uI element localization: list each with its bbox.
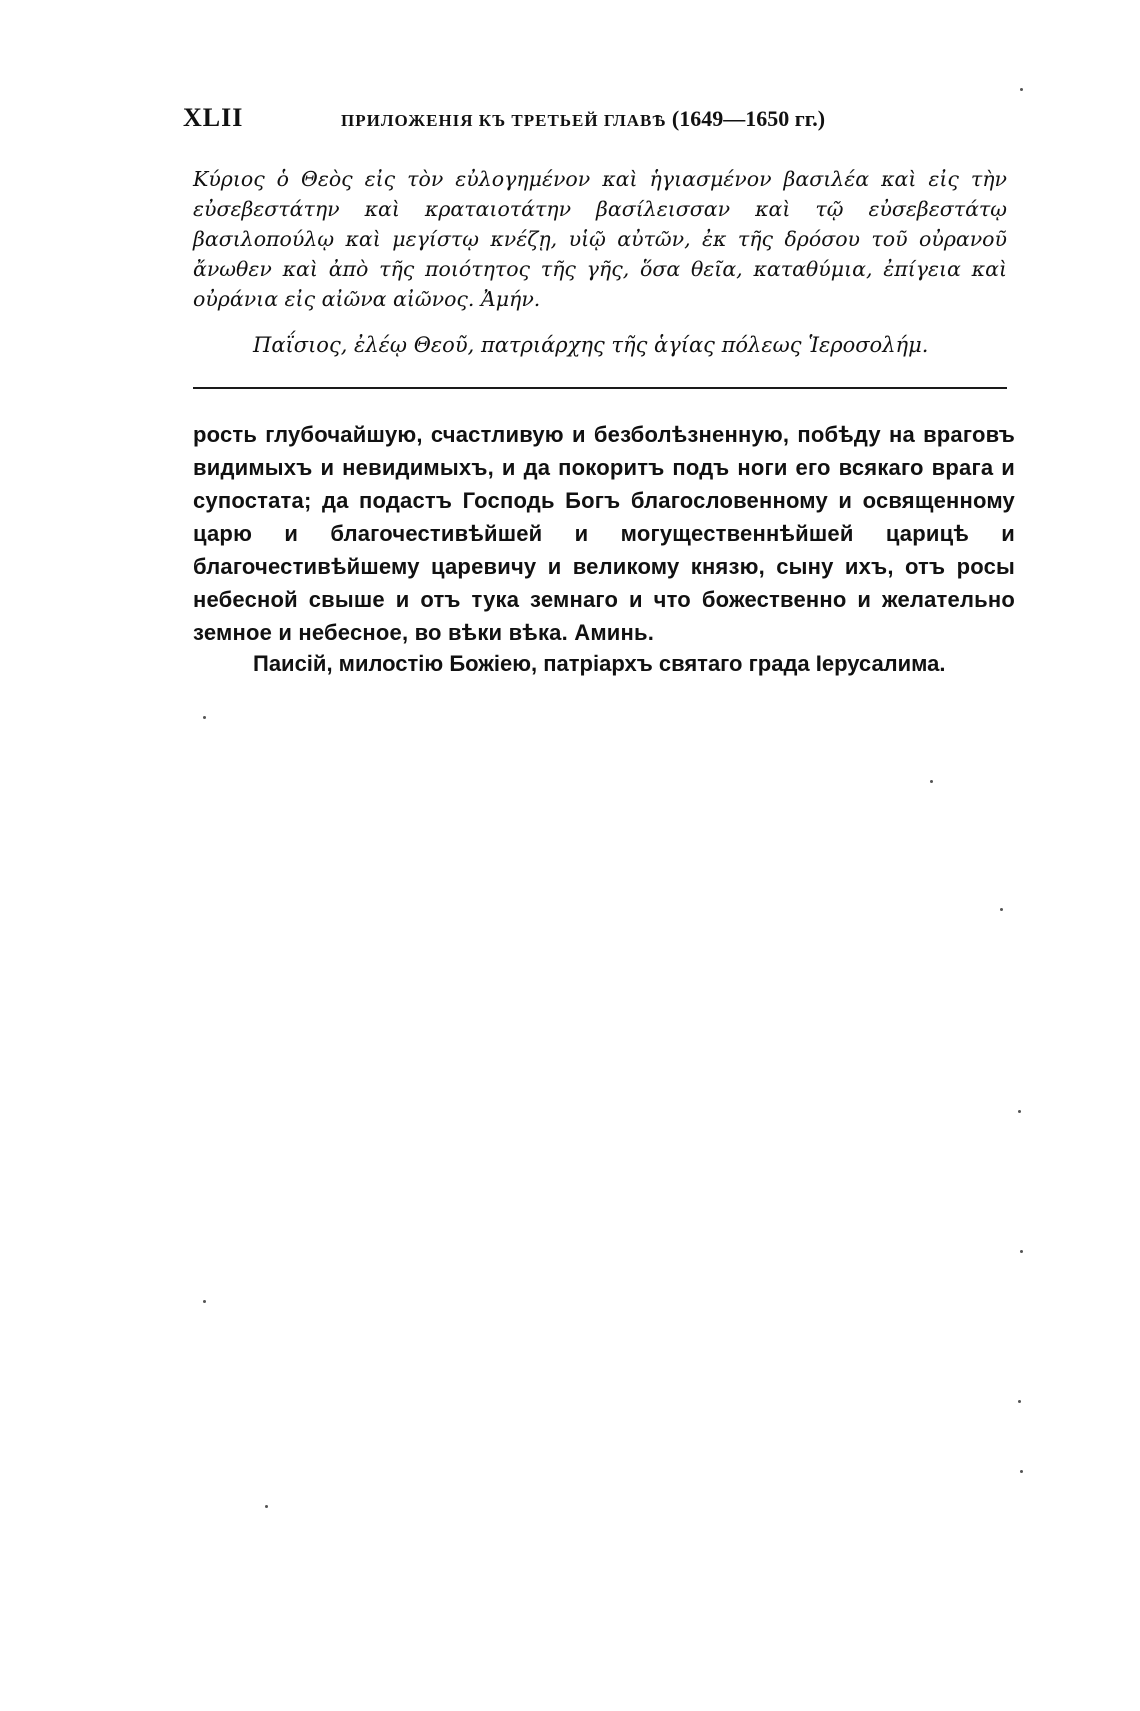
page-number: XLII: [183, 103, 244, 132]
scan-speck: [1020, 1250, 1023, 1253]
scan-speck: [1000, 908, 1003, 911]
section-divider: [193, 387, 1007, 389]
russian-signature: Паисій, милостію Божіею, патріархъ святаго града Іерусалима.: [253, 651, 946, 676]
scan-speck: [1018, 1400, 1021, 1403]
scan-speck: [265, 1505, 268, 1508]
scan-speck: [203, 716, 206, 719]
greek-text: Κύριος ὁ Θεὸς εἰς τὸν εὐλογημένον καὶ ἡγιασμένον βασιλέα καὶ εἰς τὴν εὐσεβεστάτην καὶ κραταιοτάτην βασίλεισσαν καὶ τῷ εὐσεβεστάτῳ βασιλοπούλῳ καὶ μεγίστῳ κνέζῃ, υἱῷ αὐτῶν, ἐκ τῆς δρόσου τοῦ οὐρανοῦ ἄνωθεν καὶ ἀπὸ τῆς ποιότητος τῆς γῆς, ὅσα θεῖα, καταθύμια, ἐπίγεια καὶ οὐράνια εἰς αἰῶνα αἰῶνος. Ἀμήν.: [193, 167, 1007, 311]
russian-text: рость глубочайшую, счастливую и безболѣзненную, побѣду на враговъ видимыхъ и невидимыхъ, и да покоритъ подъ ноги его всякаго врага и супостата; да подастъ Господь Богъ благословенному и освященному царю и благочестивѣйшей и могущественнѣйшей царицѣ и благочестивѣйшему царевичу и великому князю, сыну ихъ, отъ росы небесной свыше и отъ тука земнаго и что божественно и желательно земное и небесное, во вѣки вѣка. Аминь.: [193, 422, 1015, 645]
page-header: [183, 103, 1013, 139]
scan-speck: [203, 1300, 206, 1303]
running-head-years: (1649—1650 гг.): [671, 106, 826, 131]
greek-signature: Παΐσιος, ἐλέῳ Θεοῦ, πατριάρχης τῆς ἁγίας πόλεως Ἱεροσολήμ.: [253, 333, 929, 357]
running-head: [341, 106, 825, 132]
scan-speck: [1018, 1110, 1021, 1113]
scan-speck: [1020, 88, 1023, 91]
scan-speck: [930, 780, 933, 783]
greek-paragraph: [193, 164, 1007, 314]
russian-paragraph: [193, 418, 1015, 649]
scan-speck: [1020, 1470, 1023, 1473]
running-head-title: ПРИЛОЖЕНІЯ КЪ ТРЕТЬЕЙ ГЛАВѢ: [341, 111, 667, 130]
